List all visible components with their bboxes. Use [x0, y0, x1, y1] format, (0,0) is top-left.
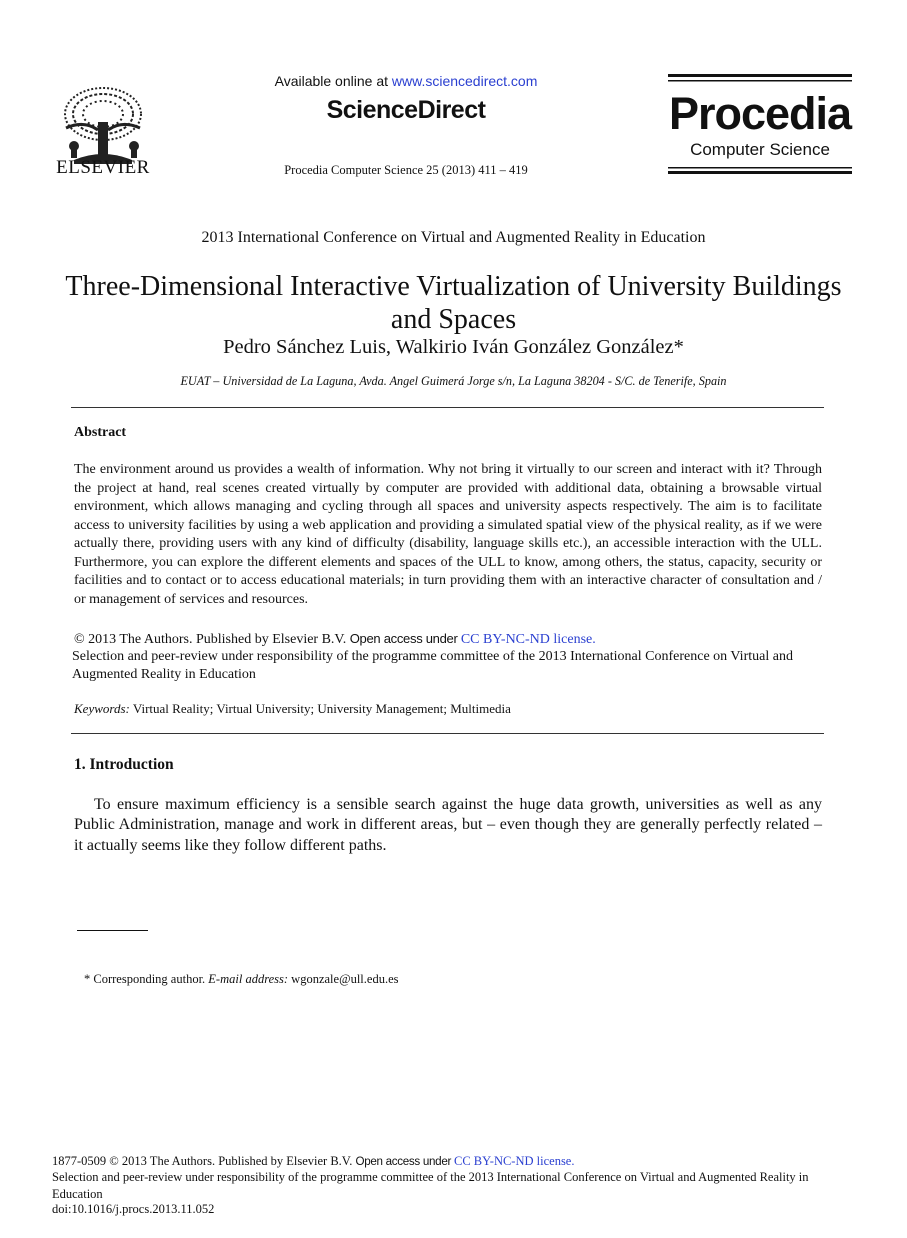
keywords-label: Keywords: [74, 701, 130, 716]
conference-name: 2013 International Conference on Virtual and Augmented Reality in Education [201, 229, 706, 246]
sciencedirect-brand: ScienceDirect [326, 96, 486, 124]
footer-license-link[interactable]: CC BY-NC-ND license. [454, 1154, 575, 1168]
author-affiliation: EUAT – Universidad de La Laguna, Avda. Angel Guimerá Jorge s/n, La Laguna 38204 - S/C. de Tenerife, Spain [180, 374, 727, 388]
paper-title: Three-Dimensional Interactive Virtualization of University Buildings and Spaces [65, 271, 842, 335]
journal-reference: Procedia Computer Science 25 (2013) 411 – 419 [284, 163, 528, 177]
corresponding-author-footnote [84, 972, 784, 987]
bottom-divider [71, 733, 824, 734]
footnote-prefix: * Corresponding author. [84, 972, 209, 986]
abstract-body: The environment around us provides a wealth of information. Why not bring it virtually to our screen and interact with it? Through the project at hand, real scenes created virtually by computer are provided with additional data, obtaining a browsable virtual environment, which allows managing and cycling through all spaces and university aspects respectively. The aim is to facilitate access to university facilities by using a web application and providing a simulated spatial view of the physical reality, as if we were actually there, providing users with any kind of difficulty (disability, language skills etc.), an accessible interaction with the ULL. Furthermore, you can explore the different elements and spaces of the ULL to know, among others, the status, capacity, security or facilities and to contact or to access educational materials; in turn providing them with an interactive character of consultation and / or management of services and resources. [74, 462, 822, 607]
copyright-text: © 2013 The Authors. Published by Elsevier B.V. [74, 632, 350, 647]
footer-peer-review: Selection and peer-review under responsibility of the programme committee of the 2013 International Conference on Virtual and Augmented Reality in Education [52, 1170, 809, 1201]
email-address: wgonzale@ull.edu.es [288, 972, 399, 986]
introduction-paragraph: To ensure maximum efficiency is a sensible search against the huge data growth, universities as well as any Public Administration, manage and work in different areas, but – even though they are generally perfectly related – it actually seems like they follow different paths. [74, 796, 822, 854]
footer-copyright-text: 1877-0509 © 2013 The Authors. Published by Elsevier B.V. [52, 1154, 356, 1168]
available-prefix: Available online at [274, 73, 392, 89]
open-access-text: Open access under [349, 631, 461, 646]
abstract-heading: Abstract [74, 425, 127, 440]
procedia-subtitle: Computer Science [690, 140, 830, 159]
sciencedirect-link[interactable]: www.sciencedirect.com [391, 73, 538, 89]
publisher-name: ELSEVIER [56, 157, 150, 178]
author-list: Pedro Sánchez Luis, Walkirio Iván González González* [223, 336, 684, 358]
top-divider [71, 407, 824, 408]
keywords-line [74, 701, 822, 717]
procedia-logo: Procedia [668, 88, 852, 139]
available-online [230, 73, 582, 89]
keywords-list: Virtual Reality; Virtual University; University Management; Multimedia [129, 701, 511, 716]
peer-review-statement: Selection and peer-review under responsibility of the programme committee of the 2013 International Conference on Virtual and Augmented Reality in Education [72, 649, 793, 682]
email-label: E-mail address: [208, 972, 289, 986]
footer-open-access-text: Open access under [355, 1155, 454, 1168]
footnote-separator [77, 930, 148, 931]
footer-copyright [52, 1153, 862, 1171]
copyright-line [74, 630, 822, 649]
section-heading-introduction: 1. Introduction [74, 756, 174, 773]
footer-doi: doi:10.1016/j.procs.2013.11.052 [52, 1202, 215, 1216]
license-link[interactable]: CC BY-NC-ND license. [460, 632, 596, 647]
